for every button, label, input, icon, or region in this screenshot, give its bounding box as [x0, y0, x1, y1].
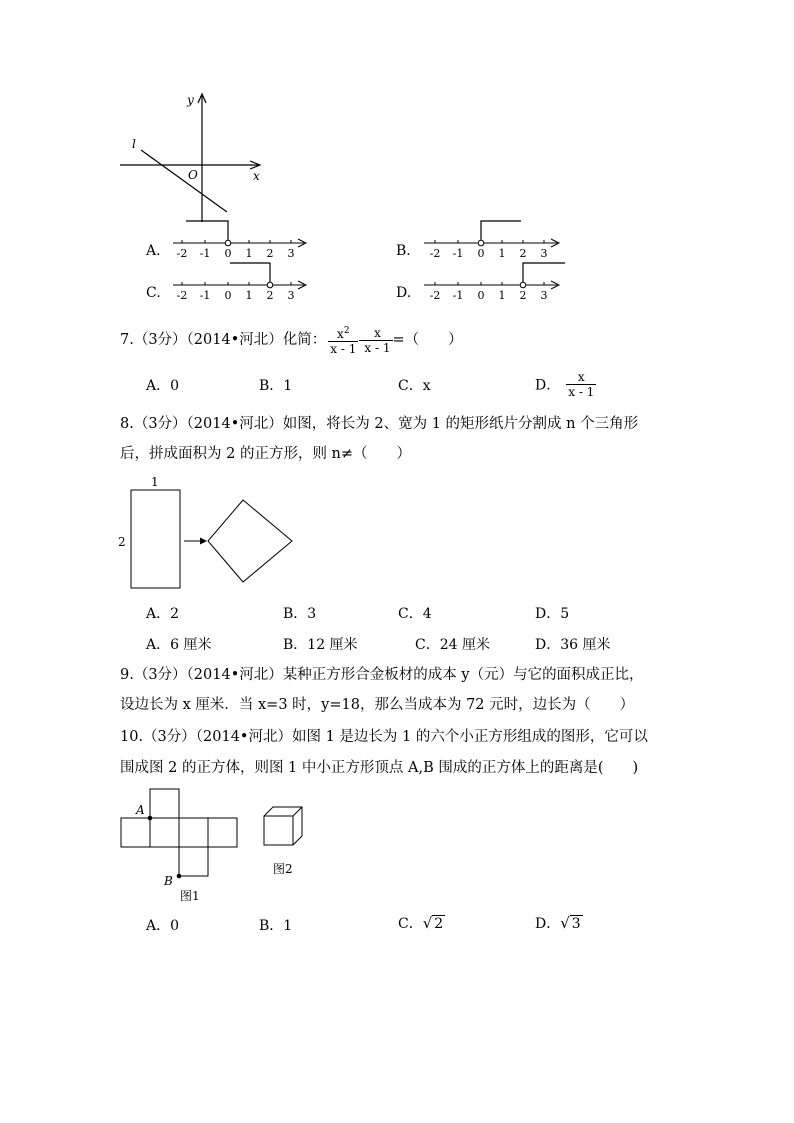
q7-frac2-num: x [362, 326, 392, 341]
tick-label: 0 [224, 289, 232, 302]
q8-option-d: D．5 [535, 606, 570, 622]
q6-option-c-numberline [170, 258, 310, 302]
q10-option-c: C．√ 2 [398, 914, 444, 932]
tick-label: -1 [452, 289, 464, 302]
rect-height-label: 2 [118, 535, 126, 549]
vertex-a-label: A [136, 803, 145, 817]
q7-stem [120, 324, 463, 356]
q7-prefix: 7.（3分）（2014•河北）化简： [120, 332, 327, 348]
tick-label: 2 [519, 247, 527, 260]
q9-stem-line1: 9.（3分）（2014•河北）某种正方形合金板材的成本 y（元）与它的面积成正比， [120, 667, 644, 683]
q10-stem-line2: 围成图 2 的正方体，则图 1 中小正方形顶点 A,B 围成的正方体上的距离是( ) [120, 760, 639, 776]
line-label: l [132, 137, 136, 151]
q9-option-d: D．36 厘米 [535, 637, 611, 653]
q6-option-d-letter: D. [396, 285, 412, 301]
tick-label: -1 [452, 247, 464, 260]
q7-option-b: B．1 [259, 378, 293, 394]
rect-width-label: 1 [151, 475, 159, 489]
q6-graph [115, 88, 275, 228]
q9-option-b: B．12 厘米 [283, 637, 358, 653]
tick-label: 0 [477, 289, 485, 302]
tick-label: -2 [176, 247, 188, 260]
q7-option-a: A．0 [146, 378, 180, 394]
q7-option-d-num: x [566, 370, 596, 385]
q8-option-c: C．4 [398, 606, 432, 622]
tick-label: 3 [540, 247, 548, 260]
tick-label: 3 [540, 289, 548, 302]
y-axis-label: y [187, 93, 194, 107]
q7-option-c: C．x [398, 378, 431, 394]
tick-label: -2 [176, 289, 188, 302]
tick-label: 2 [266, 247, 274, 260]
tick-label: 0 [477, 247, 485, 260]
q10-option-a: A．0 [146, 918, 180, 934]
q7-suffix: =（ ） [392, 332, 463, 348]
q10-option-d: D．√ 3 [535, 914, 581, 932]
q6-option-d-numberline [421, 258, 571, 302]
q9-option-a: A．6 厘米 [146, 637, 212, 653]
tick-label: -1 [199, 247, 211, 260]
x-axis-label: x [253, 169, 260, 183]
q10-figure [112, 784, 342, 908]
q9-option-c: C．24 厘米 [415, 637, 490, 653]
tick-label: -1 [199, 289, 211, 302]
tick-label: 2 [266, 289, 274, 302]
tick-label: -2 [429, 289, 441, 302]
tick-label: 1 [498, 247, 506, 260]
q7-frac1-num: x [337, 327, 344, 341]
q6-option-c-letter: C. [146, 285, 161, 301]
q7-option-d-den: x - 1 [568, 385, 595, 399]
q7-frac1-exp: 2 [343, 326, 350, 336]
tick-label: 1 [498, 289, 506, 302]
q8-figure [112, 474, 302, 592]
tick-label: 0 [224, 247, 232, 260]
q8-option-b: B．3 [283, 606, 317, 622]
tick-label: 1 [245, 247, 253, 260]
origin-label: O [188, 168, 198, 182]
q9-stem-line2: 设边长为 x 厘米．当 x=3 时，y=18，那么当成本为 72 元时，边长为（ ） [120, 697, 635, 713]
q8-stem-line1: 8.（3分）（2014•河北）如图，将长为 2、宽为 1 的矩形纸片分割成 n 个三角形 [120, 416, 639, 432]
tick-label: 3 [287, 289, 295, 302]
q7-frac1-den: x - 1 [330, 342, 357, 356]
tick-label: 2 [519, 289, 527, 302]
q10-option-d-radicand: 3 [571, 916, 581, 932]
q8-option-a: A．2 [146, 606, 180, 622]
tick-label: 3 [287, 247, 295, 260]
q10-option-c-radicand: 2 [434, 916, 444, 932]
q10-stem-line1: 10.（3分）（2014•河北）如图 1 是边长为 1 的六个小正方形组成的图形，它可以 [120, 729, 648, 745]
q6-option-b-letter: B. [396, 243, 411, 259]
tick-label: -2 [429, 247, 441, 260]
vertex-b-label: B [164, 874, 173, 888]
q8-stem-line2: 后，拼成面积为 2 的正方形，则 n≠（ ） [120, 446, 412, 462]
q6-option-a-numberline [170, 216, 310, 260]
tick-label: 1 [245, 289, 253, 302]
q7-minus: - [358, 333, 363, 347]
q6-option-a-letter: A. [146, 243, 161, 259]
q7-option-d: D． $\frac{x}{x - 1}$ [535, 370, 595, 399]
q6-option-b-numberline [421, 216, 565, 260]
q7-frac2-den: x - 1 [364, 340, 391, 355]
fig2-caption: 图2 [273, 862, 293, 876]
q10-option-b: B．1 [259, 918, 293, 934]
fig1-caption: 图1 [180, 889, 200, 903]
